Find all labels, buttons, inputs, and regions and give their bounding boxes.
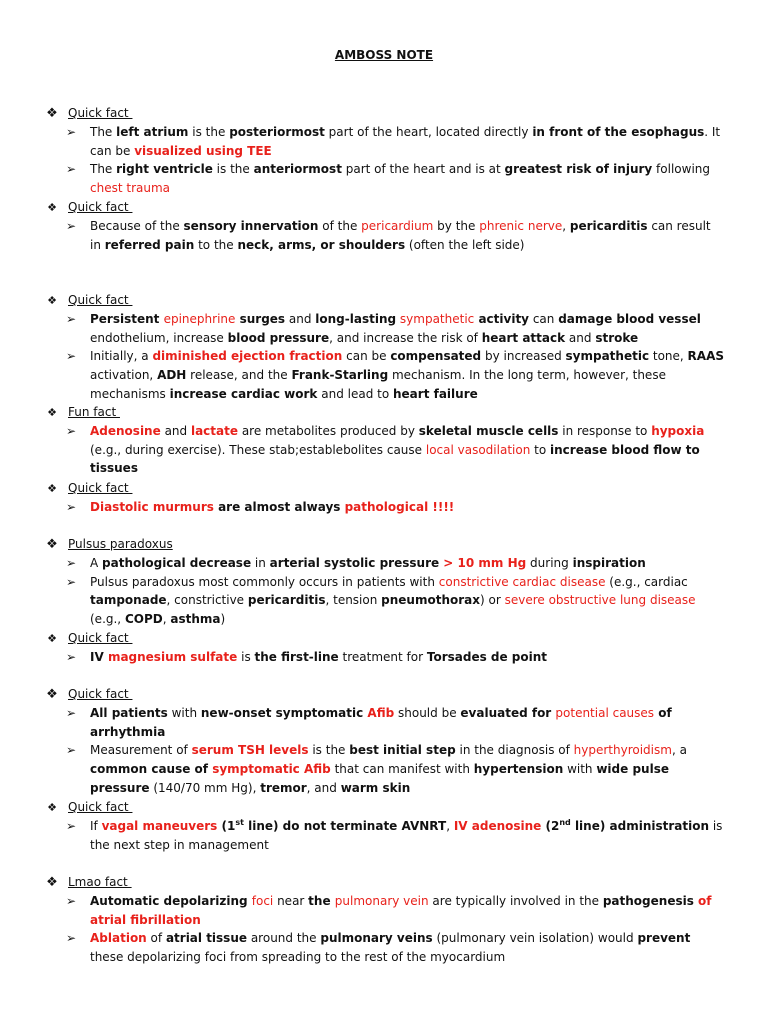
text-run: part of the heart and is at <box>341 162 505 177</box>
highlighted-text: symptomatic Afib <box>212 762 331 777</box>
diamond-bullet-icon: ❖ <box>47 482 57 495</box>
note-section <box>44 685 724 798</box>
section-heading-text: Pulsus paradoxus <box>68 537 173 551</box>
text-run: ) <box>220 612 226 627</box>
highlighted-text: pathological !!!! <box>344 500 455 514</box>
highlighted-text: diminished ejection fraction <box>152 349 343 364</box>
text-run: best initial step <box>349 743 456 758</box>
text-run: of <box>146 931 166 946</box>
text-run: , <box>162 612 171 627</box>
section-heading-text: Quick fact <box>68 200 133 214</box>
highlighted-text: pulmonary vein <box>334 894 429 908</box>
highlighted-text: Diastolic murmurs <box>90 500 214 514</box>
list-item <box>44 704 724 741</box>
list-item <box>44 217 724 254</box>
diamond-bullet-icon: ❖ <box>47 294 57 307</box>
text-run: (e.g., during exercise). These stab;establebolites cause <box>90 442 426 457</box>
section-heading-text: Lmao fact <box>68 875 132 889</box>
text-run: increase cardiac work <box>169 386 318 401</box>
text-run: RAAS <box>687 349 725 364</box>
section-heading <box>44 291 724 310</box>
text-run: (often the left side) <box>405 237 525 252</box>
text-run: in response to <box>558 424 652 438</box>
section-heading <box>44 535 724 554</box>
text-run: in the diagnosis of <box>455 743 574 758</box>
note-section <box>44 629 724 667</box>
section-heading-text: Quick fact <box>68 481 133 495</box>
diamond-bullet-icon: ❖ <box>47 632 57 645</box>
diamond-bullet-icon: ❖ <box>47 801 57 814</box>
text-run: mechanism. In the long term, however, these mechanisms <box>90 368 666 401</box>
highlighted-text: Afib <box>367 706 395 720</box>
diamond-bullet-icon: ❖ <box>46 875 58 890</box>
note-section <box>44 798 724 854</box>
highlighted-text: Adenosine <box>90 424 161 438</box>
text-run: pathogenesis <box>602 894 694 908</box>
text-run: Because of the <box>90 219 184 233</box>
section-heading <box>44 479 724 498</box>
text-run: and <box>160 424 191 438</box>
document-title: AMBOSS NOTE <box>334 48 434 62</box>
note-section <box>44 104 724 198</box>
diamond-bullet-icon: ❖ <box>46 687 58 702</box>
text-run: Measurement of <box>90 743 192 758</box>
highlighted-text: local vasodilation <box>425 442 531 457</box>
text-run: that can manifest with <box>330 762 474 777</box>
text-run: inspiration <box>572 556 646 570</box>
text-run: the first-line <box>254 650 339 664</box>
text-run: to <box>530 442 550 457</box>
note-section <box>44 535 724 629</box>
text-run: Initially, a <box>90 349 153 364</box>
list-item <box>44 648 724 667</box>
text-run: wide pulse pressure <box>90 762 669 795</box>
text-run: atrial tissue <box>165 931 248 946</box>
section-heading <box>44 629 724 648</box>
text-run: Automatic depolarizing <box>90 894 252 908</box>
text-run: (140/70 mm Hg), <box>149 780 261 795</box>
text-run: The <box>90 125 117 139</box>
arrow-bullet-icon: ➢ <box>66 894 77 908</box>
text-run: heart failure <box>393 386 478 401</box>
text-run: st <box>235 818 244 827</box>
text-run: common cause of <box>90 762 213 777</box>
highlighted-text: constrictive cardiac disease <box>438 574 606 589</box>
list-item <box>44 817 724 854</box>
arrow-bullet-icon: ➢ <box>66 349 77 364</box>
text-run: , and increase the risk of <box>329 330 482 345</box>
highlighted-text: IV adenosine <box>453 819 542 833</box>
text-run: tremor <box>260 780 307 795</box>
text-run: long-lasting <box>315 312 397 326</box>
text-run: (pulmonary vein isolation) would <box>432 931 638 946</box>
text-run: and <box>565 330 596 345</box>
text-run: line) do not terminate AVNRT <box>243 819 447 833</box>
text-run: ) or <box>480 593 505 608</box>
text-run: are almost always <box>213 500 345 514</box>
text-run: pericarditis <box>247 593 326 608</box>
arrow-bullet-icon: ➢ <box>66 424 77 438</box>
text-run: pathological decrease <box>102 556 252 570</box>
highlighted-text: hyperthyroidism <box>573 743 672 758</box>
text-run: by the <box>433 219 480 233</box>
section-heading-text: Quick fact <box>68 106 133 120</box>
highlighted-text: potential causes <box>555 706 655 720</box>
text-run: Pulsus paradoxus most commonly occurs in patients with <box>90 574 439 589</box>
text-run: is the <box>188 125 230 139</box>
text-run: are metabolites produced by <box>238 424 419 438</box>
highlighted-text: epinephrine <box>163 312 236 326</box>
text-run: All patients <box>90 706 168 720</box>
highlighted-text: severe obstructive lung disease <box>504 593 696 608</box>
text-run: arterial systolic pressure <box>269 556 440 570</box>
text-run: If <box>90 819 102 833</box>
text-run: near <box>273 894 309 908</box>
text-run: blood pressure <box>227 330 330 345</box>
text-run: part of the heart, located directly <box>324 125 533 139</box>
list-item <box>44 310 724 347</box>
text-run: , <box>562 219 570 233</box>
text-run: skeletal muscle cells <box>418 424 559 438</box>
highlighted-text: Ablation <box>90 931 147 946</box>
arrow-bullet-icon: ➢ <box>66 219 77 233</box>
text-run: anteriormost <box>253 162 342 177</box>
note-section <box>44 403 724 478</box>
arrow-bullet-icon: ➢ <box>66 574 77 589</box>
text-run: should be <box>394 706 461 720</box>
text-run: ADH <box>157 368 187 383</box>
text-run: during <box>526 556 573 570</box>
text-run: , <box>446 819 454 833</box>
text-run: is the <box>212 162 254 177</box>
text-run: sympathetic <box>565 349 650 364</box>
text-run: left atrium <box>116 125 189 139</box>
text-run: evaluated for <box>460 706 556 720</box>
highlighted-text: sympathetic <box>396 312 475 326</box>
arrow-bullet-icon: ➢ <box>66 819 77 833</box>
text-run: activation, <box>90 368 158 383</box>
text-run: of arrhythmia <box>90 706 672 739</box>
text-run: with <box>563 762 597 777</box>
text-run: these depolarizing foci from spreading to the rest of the myocardium <box>90 950 506 965</box>
highlighted-text: of atrial fibrillation <box>90 894 712 927</box>
text-run: is the <box>308 743 350 758</box>
highlighted-text: hypoxia <box>651 424 705 438</box>
text-run: can be <box>342 349 391 364</box>
text-run: the <box>308 894 335 908</box>
arrow-bullet-icon: ➢ <box>66 931 77 946</box>
text-run: endothelium, increase <box>90 330 228 345</box>
highlighted-text: > 10 mm Hg <box>439 556 527 570</box>
text-run: of the <box>318 219 362 233</box>
text-run: right ventricle <box>116 162 213 177</box>
list-item <box>44 554 724 573</box>
text-run: neck, arms, or shoulders <box>237 237 406 252</box>
text-run: A <box>90 556 103 570</box>
text-run: posteriormost <box>229 125 325 139</box>
text-run: around the <box>247 931 321 946</box>
list-item <box>44 123 724 160</box>
list-item <box>44 929 724 966</box>
list-item <box>44 573 724 629</box>
highlighted-text: chest trauma <box>90 181 170 196</box>
list-item <box>44 741 724 797</box>
text-run: hypertension <box>473 762 564 777</box>
text-run: with <box>167 706 201 720</box>
text-run: stroke <box>595 330 639 345</box>
text-run: in <box>251 556 270 570</box>
section-heading-text: Quick fact <box>68 631 133 645</box>
diamond-bullet-icon: ❖ <box>47 201 57 214</box>
text-run: Torsades de point <box>426 650 548 664</box>
text-run: compensated <box>390 349 482 364</box>
text-run: and lead to <box>317 386 393 401</box>
text-run: new-onset symptomatic <box>200 706 368 720</box>
text-run: greatest risk of injury <box>504 162 653 177</box>
highlighted-text: vagal maneuvers <box>101 819 218 833</box>
diamond-bullet-icon: ❖ <box>47 406 57 419</box>
text-run: heart attack <box>481 330 566 345</box>
section-heading <box>44 198 724 217</box>
text-run: line) administration <box>570 819 710 833</box>
text-run: can <box>529 312 559 326</box>
text-run: IV <box>90 650 108 664</box>
text-run: are typically involved in the <box>428 894 603 908</box>
diamond-bullet-icon: ❖ <box>46 106 58 121</box>
text-run: by increased <box>481 349 566 364</box>
text-run: , constrictive <box>166 593 248 608</box>
arrow-bullet-icon: ➢ <box>66 125 77 139</box>
arrow-bullet-icon: ➢ <box>66 743 77 758</box>
text-run: increase blood flow to tissues <box>90 442 700 476</box>
text-run: treatment for <box>338 650 427 664</box>
text-run: can result in <box>90 219 711 252</box>
highlighted-text: foci <box>251 894 274 908</box>
section-heading <box>44 104 724 123</box>
text-run: warm skin <box>340 780 411 795</box>
text-run: COPD <box>124 612 163 627</box>
text-run: surges <box>235 312 286 326</box>
text-run: activity <box>474 312 529 326</box>
note-section <box>44 873 724 967</box>
text-run: in front of the esophagus <box>532 125 705 139</box>
text-run: Persistent <box>90 312 164 326</box>
section-heading <box>44 403 724 422</box>
highlighted-text: visualized using TEE <box>134 143 272 158</box>
arrow-bullet-icon: ➢ <box>66 162 77 177</box>
note-section <box>44 479 724 517</box>
text-run: (e.g., cardiac <box>605 574 688 589</box>
text-run: , a <box>671 743 687 758</box>
text-run: . It can be <box>90 125 721 158</box>
text-run: The <box>90 162 117 177</box>
arrow-bullet-icon: ➢ <box>66 556 77 570</box>
text-run: following <box>652 162 710 177</box>
section-heading <box>44 798 724 817</box>
highlighted-text: magnesium sulfate <box>107 650 238 664</box>
text-run: asthma <box>170 612 221 627</box>
text-run: pulmonary veins <box>320 931 433 946</box>
text-run: (1 <box>217 819 236 833</box>
list-item <box>44 892 724 929</box>
text-run: referred pain <box>104 237 195 252</box>
text-run: tamponade <box>90 593 167 608</box>
section-heading-text: Fun fact <box>68 405 120 419</box>
text-run: Frank-Starling <box>291 368 389 383</box>
list-item <box>44 347 724 403</box>
list-item <box>44 422 724 478</box>
highlighted-text: serum TSH levels <box>191 743 309 758</box>
section-heading-text: Quick fact <box>68 800 133 814</box>
text-run: release, and the <box>186 368 292 383</box>
text-run: pericarditis <box>569 219 648 233</box>
diamond-bullet-icon: ❖ <box>46 537 58 552</box>
text-run: is the next step in management <box>90 819 723 852</box>
arrow-bullet-icon: ➢ <box>66 312 77 326</box>
list-item <box>44 160 724 197</box>
highlighted-text: phrenic nerve <box>479 219 563 233</box>
list-item <box>44 498 724 517</box>
text-run: prevent <box>637 931 691 946</box>
text-run: and <box>285 312 316 326</box>
section-heading <box>44 873 724 892</box>
text-run: tone, <box>649 349 688 364</box>
text-run: is <box>237 650 255 664</box>
text-run: sensory innervation <box>183 219 319 233</box>
arrow-bullet-icon: ➢ <box>66 706 77 720</box>
section-heading <box>44 685 724 704</box>
section-heading-text: Quick fact <box>68 293 133 307</box>
note-section <box>44 291 724 404</box>
text-run: , and <box>306 780 341 795</box>
text-run: (2 <box>541 819 560 833</box>
arrow-bullet-icon: ➢ <box>66 500 77 514</box>
arrow-bullet-icon: ➢ <box>66 650 77 664</box>
note-section <box>44 198 724 254</box>
text-run: pneumothorax <box>381 593 480 608</box>
text-run: (e.g., <box>90 612 125 627</box>
text-run: damage blood vessel <box>558 312 701 326</box>
highlighted-text: lactate <box>190 424 239 438</box>
section-heading-text: Quick fact <box>68 687 133 701</box>
highlighted-text: pericardium <box>361 219 434 233</box>
text-run: to the <box>194 237 238 252</box>
text-run: nd <box>559 818 571 827</box>
text-run: , tension <box>325 593 382 608</box>
